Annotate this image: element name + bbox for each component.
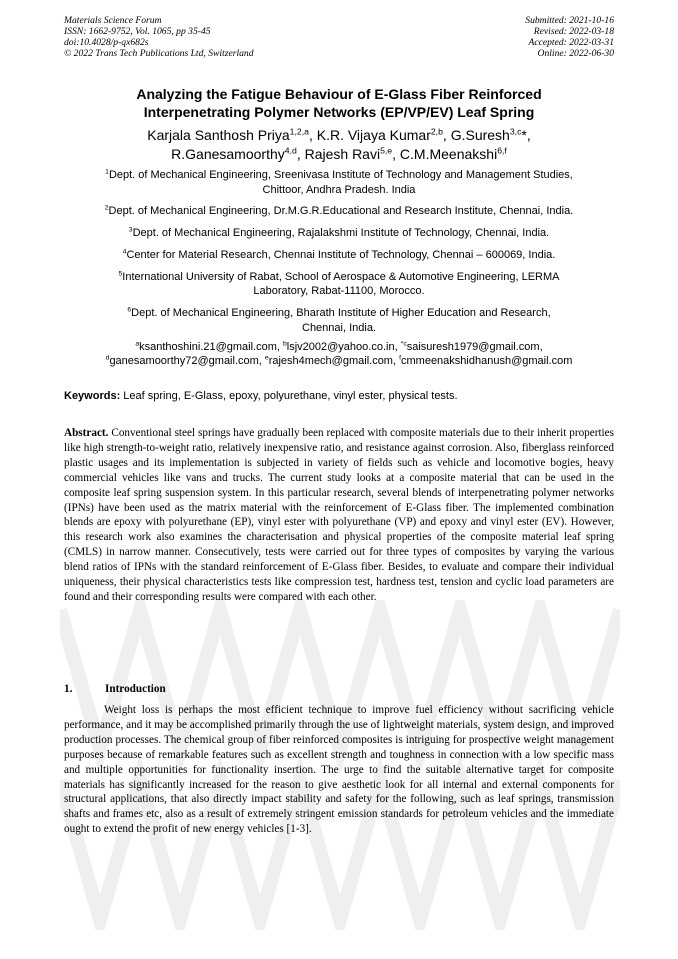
keywords-label: Keywords: [64,390,121,402]
affiliation-item [64,226,614,241]
affiliation-number: 4 [122,248,127,256]
email-marker: e [264,354,269,362]
affiliation-item [64,168,614,197]
affiliation-number: 2 [104,204,109,212]
author-name: C.M.Meenakshi [399,145,498,162]
journal-name: Materials Science Forum [64,15,162,26]
author-affil: 6,f [497,144,507,155]
affiliation-number: 1 [105,168,109,176]
affiliation-item [64,248,614,263]
affiliation-item [64,306,614,335]
introduction-text: Weight loss is perhaps the most efficient technique to improve fuel efficiency without sacrificing vehicle performance, and it may be accomplished primarily through the use of lightweight materials, system design, and improved production processes. The chemical group of fiber reinforced composites is intriguing for prospective weight management purposes because of remarkable features such as excellent strength and toughness in connection with a low specific mass and multiple opportunities for functionality insertion. The urge to find the suitable alternative target for composite materials has significantly increased for the reason to give aesthetic look for all internal and external components for structural applications, that also directly impact stability and safety for the following, such as leaf springs, transmission shafts and frames etc, also as a result of extremely stringent emission standards for petroleum vehicles and the immediate ought to extend the profit of new energy vehicles [1-3]. [64,704,614,836]
keywords [64,389,614,403]
journal-issn: ISSN: 1662-9752, Vol. 1065, pp 35-45 [64,25,211,37]
author-sep: , [442,127,451,143]
author-affil: 2,b [430,126,443,137]
email-line-1 [64,340,614,354]
affiliation-number: 5 [118,269,123,277]
section-title: Introduction [105,683,166,695]
email-link[interactable]: ganesamoorthy72@gmail.com, [109,355,265,367]
affiliation-text: Laboratory, Rabat-11100, Morocco. [253,285,425,298]
author-sep: , [296,145,305,162]
affiliation-item [64,204,614,219]
affiliation-text: Chittoor, Andhra Pradesh. India [262,183,416,196]
email-link[interactable]: lsjv2002@yahoo.co.in, [286,341,401,353]
journal-doi[interactable]: doi:10.4028/p-qx682s [64,36,149,48]
affiliation-number: 6 [127,306,132,314]
abstract-label: Abstract. [64,427,109,439]
author-line-2 [60,145,618,164]
email-marker: a [135,340,140,348]
affiliation-text: Dept. of Mechanical Engineering, Rajalakshmi Institute of Technology, Chennai, India. [132,227,550,240]
author-affil: 1,2,a [289,126,309,137]
author-name: Rajesh Ravi [304,145,381,162]
email-link[interactable]: saisuresh1979@gmail.com, [406,341,543,353]
online-date: Online: 2022-06-30 [537,47,614,59]
affiliation-number: 3 [128,226,133,234]
journal-copyright: © 2022 Trans Tech Publications Ltd, Switzerland [64,47,254,59]
email-marker: f [399,354,401,362]
title-line: Analyzing the Fatigue Behaviour of E-Glass Fiber Reinforced [136,86,542,102]
affiliation-text: Center for Material Research, Chennai Institute of Technology, Chennai – 600069, India. [126,248,556,261]
accepted-date: Accepted: 2022-03-31 [528,36,614,48]
publication-dates [525,16,614,60]
author-sep: , [308,127,317,143]
email-marker: b [282,340,287,348]
keywords-text: Leaf spring, E-Glass, epoxy, polyurethane, vinyl ester, physical tests. [120,390,458,402]
author-line-1 [60,126,618,145]
affiliation-text: Dept. of Mechanical Engineering, Bharath Institute of Higher Education and Research, [131,306,551,319]
revised-date: Revised: 2022-03-18 [533,25,614,37]
email-marker: *c [400,340,407,348]
section-heading [64,682,614,696]
email-marker: d [105,354,110,362]
abstract-paragraph [64,426,614,605]
affiliation-text: Chennai, India. [302,321,376,334]
author-name: Karjala Santhosh Priya [147,127,290,143]
email-link[interactable]: cmmeenakshidhanush@gmail.com [401,355,573,367]
author-affil: 4,d [284,144,297,155]
author-affil: 3,c [509,126,522,137]
abstract-text: Conventional steel springs have gradually been replaced with composite materials due to their inherit properties like high strength-to-weight ratio, relatively inexpensive ratio, and resistance against corrosion. Also, fiberglass reinforced plastic usages and its implementation is subjected in variety of fields such as vehicle and locomotive bogies, heavy commercial vehicles like vans and trucks. The current study looks at a composite material that can be used in the composite leaf spring suspension system. In this particular research, several blends of interpenetrating polymer networks (IPNs) have been used as the matrix material with the reinforcement of E-Glass fiber. The implemented combination blends are epoxy with polyurethane (EP), vinyl ester with polyurethane (VP) and epoxy and vinyl ester (EV). However, this research work also examines the characterisation and physical properties of the composite material leaf spring (CMLS) in narrow manner. Consecutively, tests were carried out for three types of composites by varying the various blend ratios of IPNs with the standard reinforcement of E-Glass fiber. Besides, to evaluate and compare their individual uniqueness, their physical characteristics tests like compression test, hardness test, tension and cyclic load parameters are found and their corresponding results were compared with each other. [64,427,614,603]
author-name: G.Suresh [450,127,510,143]
author-sep: *, [521,127,531,143]
affiliation-text: Dept. of Mechanical Engineering, Dr.M.G.R.Educational and Research Institute, Chennai, India. [108,205,574,218]
email-line-2 [64,354,614,368]
affiliation-text: International University of Rabat, School of Aerospace & Automotive Engineering, LERMA [122,270,560,283]
paper-title [60,85,618,121]
author-name: R.Ganesamoorthy [171,145,285,162]
abstract [64,426,614,605]
affiliation-text: Dept. of Mechanical Engineering, Sreenivasa Institute of Technology and Management Studies, [108,169,573,181]
author-affil: 5,e [380,144,393,155]
section-number: 1. [64,683,73,695]
email-link[interactable]: rajesh4mech@gmail.com, [268,355,400,367]
email-link[interactable]: ksanthoshini.21@gmail.com, [139,341,283,353]
submitted-date: Submitted: 2021-10-16 [525,15,614,26]
title-line: Interpenetrating Polymer Networks (EP/VP/EV) Leaf Spring [143,104,535,120]
author-list [60,126,618,163]
author-name: K.R. Vijaya Kumar [316,127,431,143]
author-sep: , [392,145,400,162]
affiliations [64,168,614,342]
introduction-body [64,703,614,837]
affiliation-item [64,270,614,299]
journal-info [64,16,254,60]
introduction-paragraph [64,703,614,837]
author-emails [64,340,614,368]
